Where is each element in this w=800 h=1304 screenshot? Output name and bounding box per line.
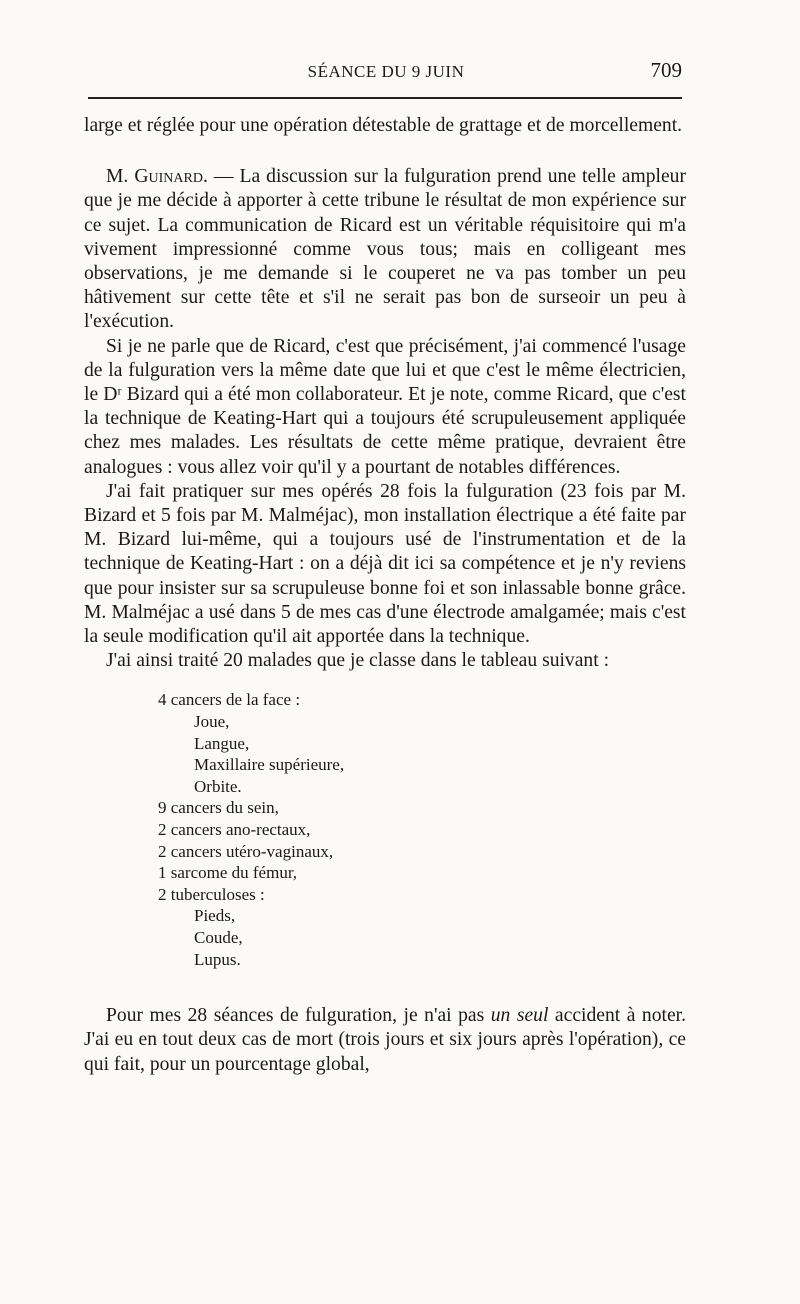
list-subitem: Coude,	[194, 928, 243, 947]
cases-list	[158, 689, 686, 970]
header-rule	[88, 97, 682, 99]
list-item: 2 cancers utéro-vaginaux,	[158, 841, 334, 861]
paragraph-continuation: large et réglée pour une opération détestable de grattage et de morcellement.	[84, 115, 683, 136]
paragraph-text: accident à noter. J'ai eu en tout deux cas de mort (trois jours et six jours après l'opération), ce qui fait, pour un pourcentage global,	[84, 1005, 686, 1075]
paragraph-ricard: Si je ne parle que de Ricard, c'est que précisément, j'ai commencé l'usage de la fulguration vers la même date que lui et que c'est le même électricien, le Dʳ Bizard qui a été mon collaborateur. Et je note, comme Ricard, que c'est la technique de Keating-Hart qui a toujours été scrupuleusement appliquée chez mes malades. Les résultats de cette même pratique, devraient être analogues : vous allez voir qu'il y a pourtant de notables différences.	[84, 335, 686, 478]
list-item: 2 cancers ano-rectaux,	[158, 820, 311, 840]
list-subitem: Langue,	[194, 733, 250, 753]
emphasis-text: un seul	[490, 1005, 549, 1027]
list-subitem: Lupus.	[194, 949, 241, 969]
page-number: 709	[650, 58, 682, 82]
list-item: 9 cancers du sein,	[158, 798, 279, 818]
speaker-name: M. Guinard.	[106, 166, 208, 188]
list-item: 4 cancers de la face :	[158, 690, 301, 710]
list-subitem: Orbite.	[194, 776, 242, 796]
list-subitem: Maxillaire supérieure,	[194, 755, 345, 775]
paragraph-text: Pour mes 28 séances de fulguration, je n'ai pas	[106, 1005, 491, 1027]
body-text	[84, 114, 686, 1077]
list-subitem: Pieds,	[194, 906, 236, 926]
running-title: SÉANCE DU 9 JUIN	[307, 62, 465, 81]
paragraph-fulguration-count: J'ai fait pratiquer sur mes opérés 28 fois la fulguration (23 fois par M. Bizard et 5 fois par M. Malméjac), mon installation électrique a été faite par M. Bizard lui-même, qui a toujours usé de l'instrumentation et de la technique de Keating-Hart : on a déjà dit ici sa compétence et je n'y reviens que pour insister sur sa scrupuleuse bonne foi et son inlassable bonne grâce. M. Malméjac a usé dans 5 de mes cas d'une électrode amalgamée; mais c'est la seule modification qu'il ait apportée dans la technique.	[84, 480, 686, 648]
list-item: 2 tuberculoses :	[158, 884, 265, 904]
paragraph-results	[84, 1004, 686, 1077]
paragraph-table-intro: J'ai ainsi traité 20 malades que je classe dans le tableau suivant :	[106, 650, 610, 672]
paragraph-text: — La discussion sur la fulguration prend une telle ampleur que je me décide à apporter à cette tribune le résultat de mon expérience sur ce sujet. La communication de Ricard est un véritable réquisitoire qui m'a vivement impressionné comme vous tous; mais en colligeant mes observations, je me demande si le couperet ne va pas tomber un peu hâtivement sur cette tête et s'il ne serait pas bon de surseoir un peu à l'exécution.	[84, 166, 686, 333]
paragraph-guinard	[84, 165, 686, 334]
list-subitem: Joue,	[194, 712, 230, 732]
list-item: 1 sarcome du fémur,	[158, 863, 298, 883]
page-header	[88, 58, 684, 86]
